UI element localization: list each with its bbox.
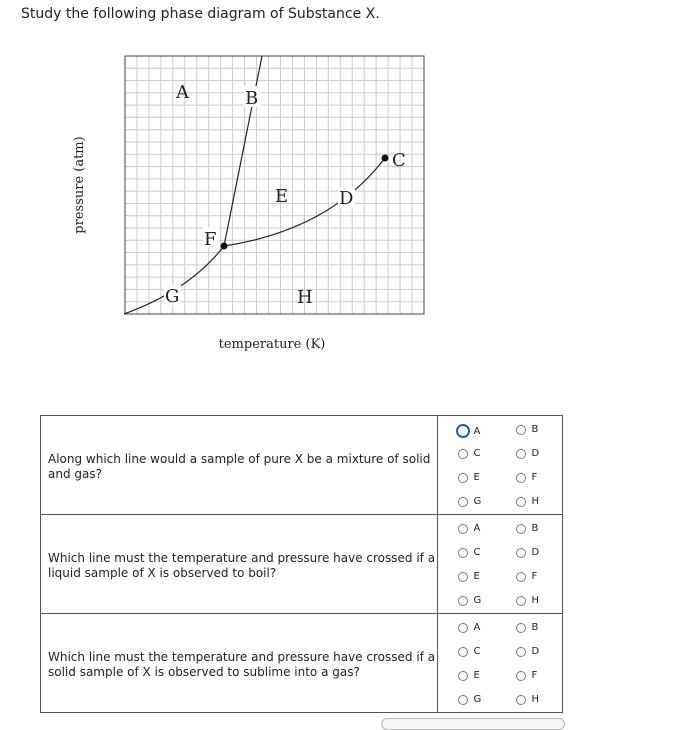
- radio-button[interactable]: [516, 596, 526, 606]
- y-axis-label: pressure (atm): [72, 136, 87, 234]
- option-label: G: [473, 595, 482, 606]
- plot-frame: [125, 56, 424, 314]
- radio-button[interactable]: [458, 671, 468, 681]
- option-label: C: [473, 646, 481, 657]
- questions-table: [40, 415, 563, 713]
- radio-button[interactable]: [458, 473, 468, 483]
- option-g[interactable]: [458, 496, 481, 507]
- label-b: B: [245, 88, 259, 109]
- radio-button[interactable]: [458, 647, 468, 657]
- option-b[interactable]: [516, 424, 538, 435]
- question-row: [41, 515, 563, 614]
- radio-button[interactable]: [516, 524, 526, 534]
- diagram-grid: [125, 56, 424, 314]
- option-label: B: [531, 424, 539, 435]
- option-label: A: [473, 622, 481, 633]
- options-group-1: [438, 416, 563, 515]
- option-label: G: [473, 694, 482, 705]
- option-h[interactable]: [516, 694, 539, 705]
- option-label: B: [531, 622, 539, 633]
- radio-button[interactable]: [516, 572, 526, 582]
- radio-button[interactable]: [458, 572, 468, 582]
- label-a: A: [176, 82, 189, 103]
- radio-button[interactable]: [516, 449, 526, 459]
- option-label: D: [531, 448, 540, 459]
- radio-button[interactable]: [458, 623, 468, 633]
- option-label: H: [531, 595, 539, 606]
- radio-button[interactable]: [516, 623, 526, 633]
- question-row: [41, 614, 563, 713]
- option-h[interactable]: [516, 595, 539, 606]
- option-g[interactable]: [458, 595, 481, 606]
- radio-button[interactable]: [516, 473, 526, 483]
- option-c[interactable]: [458, 448, 480, 459]
- option-label: H: [531, 694, 539, 705]
- option-g[interactable]: [458, 694, 481, 705]
- radio-button[interactable]: [516, 695, 526, 705]
- question-text: Which line must the temperature and pressure have crossed if a solid sample of X is observed to sublime into a gas?: [48, 650, 436, 679]
- option-label: A: [473, 425, 481, 437]
- label-c: C: [392, 150, 406, 171]
- radio-button[interactable]: [456, 424, 470, 438]
- question-text: Along which line would a sample of pure X be a mixture of solid and gas?: [48, 452, 431, 481]
- triple-point: [221, 243, 228, 250]
- option-label: E: [473, 670, 480, 681]
- option-a[interactable]: [458, 622, 480, 633]
- radio-button[interactable]: [458, 596, 468, 606]
- radio-button[interactable]: [458, 695, 468, 705]
- prompt-text: Study the following phase diagram of Substance X.: [21, 6, 380, 22]
- options-group-2: [438, 515, 563, 614]
- radio-button[interactable]: [458, 449, 468, 459]
- option-label: B: [531, 523, 539, 534]
- critical-point: [382, 155, 389, 162]
- radio-button[interactable]: [516, 497, 526, 507]
- option-a[interactable]: [458, 424, 480, 438]
- radio-button[interactable]: [458, 524, 468, 534]
- label-f: F: [204, 229, 217, 250]
- radio-button[interactable]: [516, 425, 526, 435]
- question-row: [41, 416, 563, 515]
- option-label: D: [531, 646, 540, 657]
- option-d[interactable]: [516, 448, 539, 459]
- next-section-edge: [381, 718, 565, 730]
- radio-button[interactable]: [458, 497, 468, 507]
- option-d[interactable]: [516, 646, 539, 657]
- option-label: F: [531, 670, 538, 681]
- option-b[interactable]: [516, 523, 538, 534]
- radio-button[interactable]: [516, 548, 526, 558]
- x-axis-label: temperature (K): [218, 337, 326, 352]
- option-f[interactable]: [516, 472, 537, 483]
- option-e[interactable]: [458, 472, 479, 483]
- option-d[interactable]: [516, 547, 539, 558]
- option-e[interactable]: [458, 571, 479, 582]
- option-label: A: [473, 523, 481, 534]
- option-label: C: [473, 448, 481, 459]
- option-label: G: [473, 496, 482, 507]
- question-text: Which line must the temperature and pressure have crossed if a liquid sample of X is observed to boil?: [48, 551, 436, 580]
- option-label: F: [531, 472, 538, 483]
- option-c[interactable]: [458, 547, 480, 558]
- radio-button[interactable]: [516, 671, 526, 681]
- option-label: H: [531, 496, 539, 507]
- option-f[interactable]: [516, 670, 537, 681]
- option-c[interactable]: [458, 646, 480, 657]
- option-label: D: [531, 547, 540, 558]
- option-label: C: [473, 547, 481, 558]
- label-g: G: [165, 286, 180, 307]
- label-e: E: [275, 186, 289, 207]
- option-label: E: [473, 472, 480, 483]
- options-group-3: [438, 614, 563, 713]
- option-label: E: [473, 571, 480, 582]
- option-label: F: [531, 571, 538, 582]
- option-h[interactable]: [516, 496, 539, 507]
- option-e[interactable]: [458, 670, 479, 681]
- label-h: H: [297, 287, 313, 308]
- radio-button[interactable]: [516, 647, 526, 657]
- radio-button[interactable]: [458, 548, 468, 558]
- option-a[interactable]: [458, 523, 480, 534]
- option-b[interactable]: [516, 622, 538, 633]
- label-d: D: [339, 188, 354, 209]
- option-f[interactable]: [516, 571, 537, 582]
